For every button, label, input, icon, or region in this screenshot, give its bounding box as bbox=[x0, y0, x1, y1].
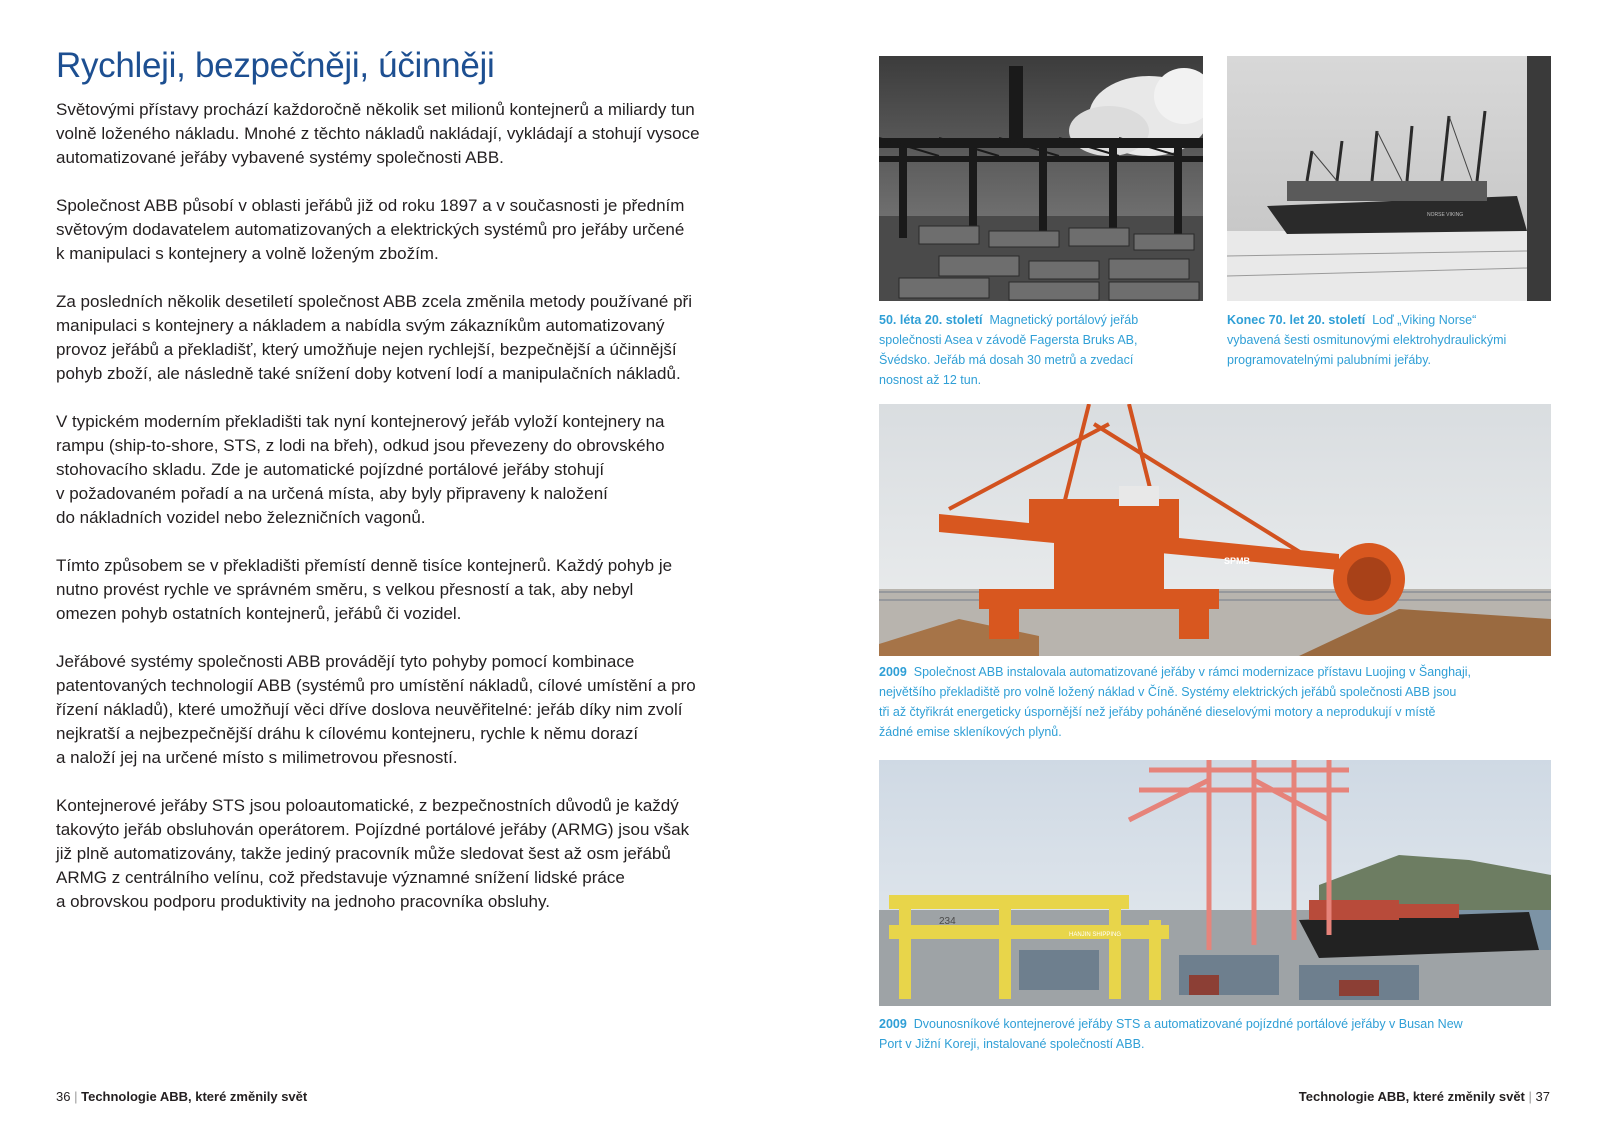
caption-line: tři až čtyřikrát energeticky úspornější než jeřáby poháněné dieselovými motory a neprodukují v místě bbox=[879, 705, 1436, 719]
footer-right bbox=[1299, 1089, 1550, 1104]
caption-line: vybavená šesti osmitunovými elektrohydraulickými bbox=[1227, 333, 1507, 347]
paragraph bbox=[56, 410, 756, 530]
footer-separator: | bbox=[1528, 1089, 1532, 1104]
text-line: stohovacího skladu. Zde je automatické pojízdné portálové jeřáby stohují bbox=[56, 460, 605, 479]
caption-line: největšího překladiště pro volně ložený náklad v Číně. Systémy elektrických jeřábů společnosti ABB jsou bbox=[879, 685, 1457, 699]
text-line: a naloží jej na určené místo s milimetrovou přesností. bbox=[56, 748, 458, 767]
caption-year: 2009 bbox=[879, 1017, 907, 1031]
text-line: Za posledních několik desetiletí společnost ABB zcela změnila metody používané při bbox=[56, 292, 692, 311]
footer-left bbox=[56, 1089, 307, 1104]
text-line: nutno provést rychle ve správném směru, s velkou přesností a tak, aby nebyl bbox=[56, 580, 634, 599]
text-line: již plně automatizovány, takže jediný pracovník může sledovat šest až osm jeřábů bbox=[56, 844, 671, 863]
text-line: manipulaci s kontejnery a nákladem a nabídla svým zákazníkům automatizovaný bbox=[56, 316, 665, 335]
caption-line: Švédsko. Jeřáb má dosah 30 metrů a zvedací bbox=[879, 353, 1134, 367]
text-line: Společnost ABB působí v oblasti jeřábů již od roku 1897 a v současnosti je předním bbox=[56, 196, 685, 215]
text-line: automatizované jeřáby vybavené systémy společnosti ABB. bbox=[56, 148, 504, 167]
text-line: V typickém moderním překladišti tak nyní kontejnerový jeřáb vyloží kontejnery na bbox=[56, 412, 665, 431]
caption-late-1970s bbox=[1227, 310, 1567, 370]
caption-1950s bbox=[879, 310, 1209, 390]
caption-text: Magnetický portálový jeřáb bbox=[989, 313, 1139, 327]
paragraph bbox=[56, 650, 756, 770]
text-line: světovým dodavatelem automatizovaných a elektrických systémů pro jeřáby určené bbox=[56, 220, 685, 239]
photo-luojing-bulk-crane bbox=[879, 404, 1551, 656]
article-body bbox=[56, 98, 756, 938]
page-number: 36 bbox=[56, 1089, 71, 1104]
paragraph bbox=[56, 794, 756, 914]
page-title: Rychleji, bezpečněji, účinněji bbox=[56, 46, 495, 85]
footer-title: Technologie ABB, které změnily svět bbox=[81, 1089, 308, 1104]
photo-magnetic-gantry-crane bbox=[879, 56, 1203, 301]
paragraph bbox=[56, 290, 756, 386]
text-line: do nákladních vozidel nebo železničních vagonů. bbox=[56, 508, 426, 527]
text-line: řízení nákladů), které umožňují věci dříve doslova neuvěřitelné: jeřáb díky nim zvolí bbox=[56, 700, 683, 719]
caption-text: Dvounosníkové kontejnerové jeřáby STS a automatizované pojízdné portálové jeřáby v Busan New bbox=[913, 1017, 1463, 1031]
photo-viking-norse-ship bbox=[1227, 56, 1551, 301]
text-line: volně loženého nákladu. Mnohé z těchto nákladů nakládají, vykládají a stohují vysoce bbox=[56, 124, 700, 143]
caption-year: Konec 70. let 20. století bbox=[1227, 313, 1366, 327]
ship-name-text: NORSE VIKING bbox=[1427, 212, 1464, 218]
text-line: k manipulaci s kontejnery a volně loženým zbožím. bbox=[56, 244, 439, 263]
text-line: pohyb zboží, ale následně také snížení doby kotvení lodí a manipulačních nákladů. bbox=[56, 364, 681, 383]
caption-line bbox=[879, 1014, 1559, 1034]
text-line: Jeřábové systémy společnosti ABB provádějí tyto pohyby pomocí kombinace bbox=[56, 652, 635, 671]
text-line: Kontejnerové jeřáby STS jsou poloautomatické, z bezpečnostních důvodů je každý bbox=[56, 796, 679, 815]
text-line: omezen pohyb ostatních kontejnerů, jeřábů či vozidel. bbox=[56, 604, 462, 623]
page-number: 37 bbox=[1535, 1089, 1550, 1104]
text-line: Tímto způsobem se v překladišti přemístí denně tisíce kontejnerů. Každý pohyb je bbox=[56, 556, 673, 575]
caption-line: programovatelnými palubními jeřáby. bbox=[1227, 353, 1432, 367]
crane-brand-text: SPMB bbox=[1224, 556, 1251, 566]
caption-year: 2009 bbox=[879, 665, 907, 679]
text-line: nejkratší a nejbezpečnější dráhu k cílovému kontejneru, rychle k němu dorazí bbox=[56, 724, 639, 743]
caption-line bbox=[1227, 310, 1567, 330]
caption-2009-busan bbox=[879, 1014, 1559, 1054]
caption-text: Společnost ABB instalovala automatizované jeřáby v rámci modernizace přístavu Luojing v Šanghaji, bbox=[913, 665, 1472, 679]
caption-line: Port v Jižní Koreji, instalované společností ABB. bbox=[879, 1037, 1145, 1051]
caption-text: Loď „Viking Norse“ bbox=[1372, 313, 1477, 327]
text-line: patentovaných technologií ABB (systémů pro umístění nákladů, cílové umístění a pro bbox=[56, 676, 696, 695]
text-line: v požadovaném pořadí a na určená místa, aby byly připraveny k naložení bbox=[56, 484, 608, 503]
paragraph bbox=[56, 98, 756, 170]
footer-separator: | bbox=[74, 1089, 78, 1104]
caption-line: nosnost až 12 tun. bbox=[879, 373, 982, 387]
caption-line: žádné emise skleníkových plynů. bbox=[879, 725, 1062, 739]
paragraph bbox=[56, 194, 756, 266]
crane-number-text: 234 bbox=[939, 916, 956, 927]
carrier-logo-text: HANJIN SHIPPING bbox=[1069, 932, 1122, 938]
text-line: ARMG z centrálního velínu, což představuje významné snížení lidské práce bbox=[56, 868, 625, 887]
paragraph bbox=[56, 554, 756, 626]
caption-2009-luojing bbox=[879, 662, 1559, 742]
text-line: rampu (ship-to-shore, STS, z lodi na břeh), odkud jsou převezeny do obrovského bbox=[56, 436, 665, 455]
caption-line bbox=[879, 310, 1209, 330]
text-line: a obrovskou podporu produktivity na jednoho pracovníka obsluhy. bbox=[56, 892, 550, 911]
text-line: Světovými přístavy prochází každoročně několik set milionů kontejnerů a miliardy tun bbox=[56, 100, 695, 119]
caption-line: společnosti Asea v závodě Fagersta Bruks AB, bbox=[879, 333, 1138, 347]
text-line: provoz jeřábů a překladišť, který umožňuje nejen rychlejší, bezpečnější a účinnější bbox=[56, 340, 677, 359]
photo-busan-container-terminal bbox=[879, 760, 1551, 1006]
caption-line bbox=[879, 662, 1559, 682]
text-line: takovýto jeřáb obsluhován operátorem. Pojízdné portálové jeřáby (ARMG) jsou však bbox=[56, 820, 690, 839]
caption-year: 50. léta 20. století bbox=[879, 313, 983, 327]
footer-title: Technologie ABB, které změnily svět bbox=[1298, 1089, 1525, 1104]
